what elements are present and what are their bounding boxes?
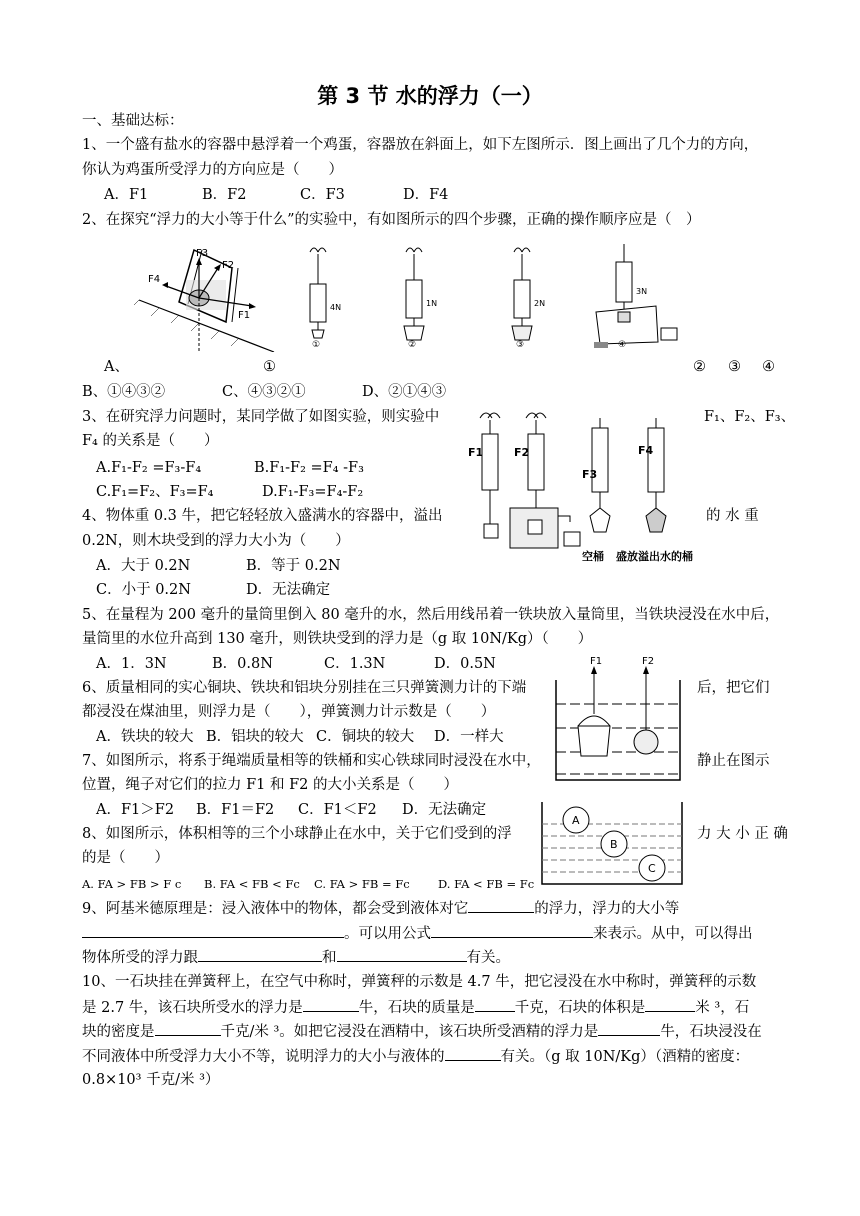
q1-line1: 1、一个盛有盐水的容器中悬浮着一个鸡蛋，容器放在斜面上，如下左图所示．图上画出了几个力的方向， (82, 137, 759, 153)
q4-line2: 0.2N，则木块受到的浮力大小为（ ） (82, 533, 350, 549)
q8-line2: 的是（ ） (82, 850, 169, 866)
q3-line1a: 3、在研究浮力问题时，某同学做了如图实验，则实验中 (82, 409, 440, 425)
q5-line1: 5、在量程为 200 毫升的量筒里倒入 80 毫升的水，然后用线吊着一铁块放入量筒里，当铁块浸没在水中后， (82, 607, 780, 623)
q7-label-f2: F2 (642, 656, 655, 667)
page-title: 第 3 节 水的浮力（一） (317, 84, 543, 108)
q3-option-d: D.F₁-F₃=F₄-F₂ (262, 484, 364, 500)
q10-text-3c: 牛，石块浸没在 (660, 1024, 762, 1040)
q3-line2: F₄ 的关系是（ ） (82, 433, 219, 449)
q6-line1b: 后，把它们 (697, 680, 770, 696)
q7-option-c: C．F1＜F2 (298, 802, 377, 818)
q8-ball-b: B (610, 838, 618, 851)
q2-option-a-circled: ① (263, 359, 276, 375)
q9-blank-2[interactable] (82, 923, 344, 938)
q7-line1a: 7、如图所示，将系于绳端质量相等的铁桶和实心铁球同时浸没在水中， (82, 753, 541, 769)
q6-option-b: B．铝块的较大 (206, 729, 304, 745)
q10-blank-mass[interactable] (475, 997, 515, 1012)
q7-option-a: A．F1＞F2 (96, 802, 175, 818)
q8-line1a: 8、如图所示，体积相等的三个小球静止在水中，关于它们受到的浮 (82, 826, 512, 842)
q2-spring-scale-steps (296, 244, 688, 348)
q7-option-d: D．无法确定 (402, 802, 487, 818)
q4-line1b: 的 水 重 (706, 508, 759, 524)
q2-option-d: D、②①④③ (362, 384, 447, 400)
q3-label-f3: F3 (582, 468, 598, 481)
q7-label-f1: F1 (590, 656, 603, 667)
q8-ball-c: C (648, 862, 656, 875)
q2-line1: 2、在探究“浮力的大小等于什么”的实验中，有如图所示的四个步骤，正确的操作顺序应是（ ） (82, 212, 701, 228)
q9-text-3: 。可以用公式 (344, 926, 431, 942)
q1-option-c: C．F3 (300, 187, 345, 203)
q9-line2 (82, 923, 753, 944)
q1-line2: 你认为鸡蛋所受浮力的方向应是（ ） (82, 162, 343, 178)
q10-blank-liquid-property[interactable] (445, 1046, 501, 1061)
q3-option-b: B.F₁-F₂ =F₄ -F₃ (254, 460, 364, 476)
q2-options-rest (82, 382, 446, 402)
q10-line2 (82, 997, 749, 1018)
q9-text-4: 来表示。从中，可以得出 (593, 926, 753, 942)
q8-option-a: A. FA > FB > F c (82, 877, 182, 891)
q10-blank-density[interactable] (155, 1021, 221, 1036)
q6-line2: 都浸没在煤油里，则浮力是（ ），弹簧测力计示数是（ ） (82, 704, 496, 720)
q4-option-a: A．大于 0.2N (96, 558, 191, 574)
q7-option-b: B．F1＝F2 (196, 802, 275, 818)
force-label-f3: F3 (196, 248, 209, 259)
reading-4n: 4N (330, 303, 342, 312)
q8-option-b: B. FA < FB < Fc (204, 877, 300, 891)
q4-line1a: 4、物体重 0.3 牛，把它轻轻放入盛满水的容器中，溢出 (82, 508, 443, 524)
q1-option-a: A．F1 (104, 187, 149, 203)
q9-blank-5[interactable] (337, 947, 467, 962)
step-label-3: ③ (516, 340, 525, 348)
q10-line4 (82, 1046, 749, 1067)
q9-blank-3[interactable] (431, 923, 593, 938)
step-label-4: ④ (618, 340, 627, 348)
q2-incline-figure (134, 240, 284, 352)
q8-options (82, 874, 534, 894)
q10-line1: 10、一石块挂在弹簧秤上，在空气中称时，弹簧秤的示数是 4.7 牛，把它浸没在水中称时，弹簧秤的示数 (82, 974, 757, 990)
q2-option-a-tail-2: ② (693, 359, 706, 375)
q2-option-a-tail-4: ④ (762, 359, 775, 375)
q5-options (96, 654, 496, 674)
q9-text-5: 物体所受的浮力跟 (82, 950, 198, 966)
q3-figure (458, 404, 694, 566)
q10-text-3a: 块的密度是 (82, 1024, 155, 1040)
q5-option-b: B．0.8N (212, 656, 273, 672)
q2-option-c: C、④③②① (222, 384, 306, 400)
q2-option-b: B、①④③② (82, 384, 166, 400)
q3-option-c: C.F₁=F₂、F₃=F₄ (96, 484, 214, 500)
q1-option-b: B．F2 (202, 187, 247, 203)
q6-line1a: 6、质量相同的实心铜块、铁块和铝块分别挂在三只弹簧测力计的下端 (82, 680, 527, 696)
q5-option-c: C．1.3N (324, 656, 386, 672)
q6-option-c: C．铜块的较大 (316, 729, 415, 745)
q8-ball-a: A (572, 814, 580, 827)
q3-label-f2: F2 (514, 446, 530, 459)
q7-line1b: 静止在图示 (697, 753, 770, 769)
q6-option-d: D．一样大 (434, 729, 504, 745)
q10-blank-buoyancy[interactable] (303, 997, 359, 1012)
q3-label-f4: F4 (638, 444, 654, 457)
force-label-f1: F1 (238, 310, 251, 321)
q10-blank-volume[interactable] (645, 997, 695, 1012)
q3-label-f1: F1 (468, 446, 484, 459)
q3-caption-empty-bucket: 空桶 (582, 550, 604, 563)
q9-blank-1[interactable] (468, 898, 534, 913)
q6-option-a: A．铁块的较大 (96, 729, 194, 745)
q9-line3 (82, 947, 510, 968)
q10-line5: 0.8×10³ 千克/米 ³） (82, 1072, 220, 1088)
q4-option-c: C．小于 0.2N (96, 582, 191, 598)
reading-2n: 2N (534, 299, 546, 308)
q10-text-2d: 米 ³，石 (695, 1000, 750, 1016)
step-label-2: ② (408, 340, 417, 348)
q8-option-d: D. FA < FB = Fc (438, 877, 535, 891)
q8-figure (538, 800, 686, 886)
q2-option-a-prefix: A、 (104, 359, 129, 375)
q8-option-c: C. FA > FB = Fc (314, 877, 410, 891)
q10-text-3b: 千克/米 ³。如把它浸没在酒精中，该石块所受酒精的浮力是 (220, 1024, 599, 1040)
q3-caption-overflow-bucket: 盛放溢出水的桶 (616, 550, 693, 563)
q10-blank-alcohol-buoyancy[interactable] (598, 1021, 660, 1036)
q9-text-2: 的浮力，浮力的大小等 (534, 901, 680, 917)
q3-option-a: A.F₁-F₂ =F₃-F₄ (96, 460, 202, 476)
q5-line2: 量筒里的水位升高到 130 毫升，则铁块受到的浮力是（g 取 10N/Kg）（ ） (82, 631, 593, 647)
q4-option-d: D．无法确定 (246, 582, 331, 598)
q6-options (96, 727, 504, 747)
force-label-f2: F2 (222, 260, 235, 271)
q7-figure (550, 656, 686, 782)
q10-text-2b: 牛，石块的质量是 (358, 1000, 475, 1016)
q10-text-4b: 有关。（g 取 10N/Kg）（酒精的密度： (500, 1049, 750, 1065)
q8-line1b: 力 大 小 正 确 (697, 826, 788, 842)
q9-line1 (82, 898, 679, 919)
q5-option-a: A．1．3N (96, 656, 167, 672)
q5-option-d: D．0.5N (434, 656, 496, 672)
q7-options (96, 800, 486, 820)
reading-3n: 3N (636, 287, 648, 296)
q2-option-a-tail-3: ③ (728, 359, 741, 375)
reading-1n: 1N (426, 299, 438, 308)
q10-text-2c: 千克，石块的体积是 (514, 1000, 646, 1016)
step-label-1: ① (312, 340, 321, 348)
q7-line2: 位置，绳子对它们的拉力 F1 和 F2 的大小关系是（ ） (82, 777, 459, 793)
q9-text-6: 和 (322, 950, 337, 966)
q1-option-d: D．F4 (403, 187, 449, 203)
q1-options (104, 185, 448, 205)
q9-text-1: 9、阿基米德原理是：浸入液体中的物体，都会受到液体对它 (82, 901, 469, 917)
q4-option-b: B．等于 0.2N (246, 558, 341, 574)
q10-line3 (82, 1021, 762, 1042)
q9-blank-4[interactable] (198, 947, 322, 962)
force-label-f4: F4 (148, 274, 161, 285)
q3-line1b: F₁、F₂、F₃、 (704, 409, 796, 425)
q9-text-7: 有关。 (466, 950, 510, 966)
q10-text-2a: 是 2.7 牛，该石块所受水的浮力是 (82, 1000, 303, 1016)
q10-text-4a: 不同液体中所受浮力大小不等，说明浮力的大小与液体的 (82, 1049, 445, 1065)
section-heading: 一、基础达标： (82, 113, 184, 129)
